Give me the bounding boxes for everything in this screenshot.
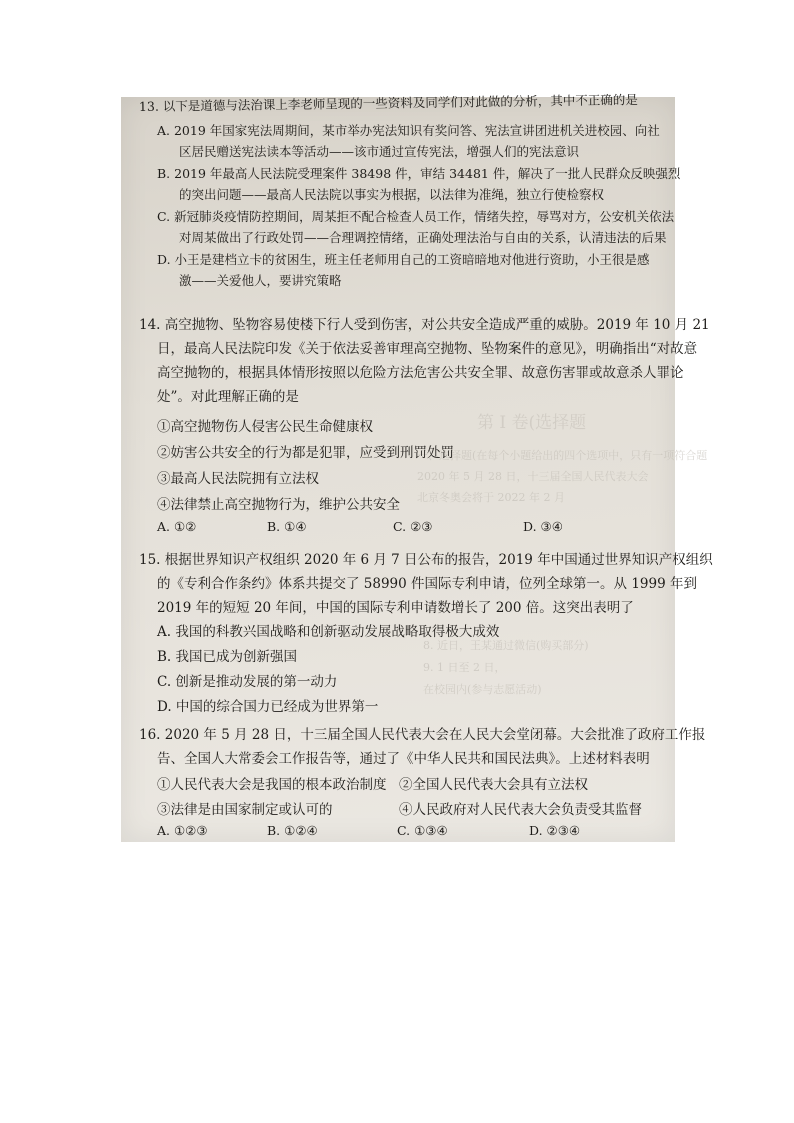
question-14-option-d: D. ③④: [523, 519, 563, 534]
question-15-stem-line3: 2019 年的短短 20 年间，中国的国际专利申请数增长了 200 倍。这突出表明了: [157, 600, 634, 616]
question-14-statement-3: ③最高人民法院拥有立法权: [157, 471, 319, 487]
question-13-option-d-line2: 激——关爱他人，要讲究策略: [179, 273, 342, 288]
question-14-stem-line1: 14. 高空抛物、坠物容易使楼下行人受到伤害，对公共安全造成严重的威胁。2019 年 10 月 21: [139, 317, 710, 333]
question-14-statement-4: ④法律禁止高空抛物行为，维护公共安全: [157, 497, 400, 513]
question-16-stem-line2: 告、全国人大常委会工作报告等，通过了《中华人民共和国民法典》。上述材料表明: [157, 751, 650, 767]
bleed-through-text: 在校园内(参与志愿活动): [423, 683, 542, 696]
question-16-statement-4: ④人民政府对人民代表大会负责受其监督: [399, 802, 642, 818]
question-15-stem-line1: 15. 根据世界知识产权组织 2020 年 6 月 7 日公布的报告，2019 年中国通过世界知识产权组织: [139, 552, 713, 568]
question-16-option-c: C. ①③④: [397, 823, 448, 838]
question-13-stem: 13. 以下是道德与法治课上李老师呈现的一些资料及同学们对此做的分析，其中不正确的是: [138, 92, 638, 114]
bleed-through-text: 北京冬奥会将于 2022 年 2 月: [417, 491, 565, 504]
question-16-option-d: D. ②③④: [529, 823, 581, 838]
question-15-option-d: D. 中国的综合国力已经成为世界第一: [157, 699, 379, 715]
question-13-option-b-line2: 的突出问题——最高人民法院以事实为根据，以法律为准绳，独立行使检察权: [179, 187, 605, 202]
question-14-stem-line2: 日，最高人民法院印发《关于依法妥善审理高空抛物、坠物案件的意见》，明确指出“对故意: [157, 341, 698, 357]
question-14-option-c: C. ②③: [393, 519, 433, 534]
question-14-option-a: A. ①②: [157, 519, 197, 534]
question-16-option-b: B. ①②④: [267, 823, 318, 838]
question-14-stem-line4: 处”。对此理解正确的是: [157, 389, 299, 405]
question-15-option-c: C. 创新是推动发展的第一动力: [157, 674, 338, 690]
question-14-statement-1: ①高空抛物伤人侵害公民生命健康权: [157, 419, 373, 435]
question-16-answer-options: [157, 823, 667, 839]
question-14-answer-options: [157, 519, 657, 535]
bleed-through-text: 8. 近日，王某通过微信(购买部分): [423, 639, 589, 652]
question-14-statement-2: ②妨害公共安全的行为都是犯罪，应受到刑罚处罚: [157, 445, 454, 461]
question-16-statement-3: ③法律是由国家制定或认可的: [157, 802, 333, 818]
bleed-through-text: 2020 年 5 月 28 日，十三届全国人民代表大会: [417, 470, 649, 483]
question-13-option-c-line2: 对周某做出了行政处罚——合理调控情绪，正确处理法治与自由的关系，认清违法的后果: [179, 230, 667, 245]
bleed-through-text: 一、选择题(在每个小题给出的四个选项中，只有一项符合题: [417, 449, 708, 462]
question-13-option-d-line1: D. 小王是建档立卡的贫困生，班主任老师用自己的工资暗暗地对他进行资助，小王很是感: [157, 252, 650, 267]
question-13-option-a-line1: A. 2019 年国家宪法周期间，某市举办宪法知识有奖问答、宪法宣讲团进机关进校园、向社: [157, 123, 660, 138]
photographed-exam-page: [121, 92, 713, 842]
question-13-option-c-line1: C. 新冠肺炎疫情防控期间，周某拒不配合检查人员工作，情绪失控，辱骂对方，公安机关依法: [157, 209, 675, 224]
question-14-stem-line3: 高空抛物的，根据具体情形按照以危险方法危害公共安全罪、故意伤害罪或故意杀人罪论: [157, 365, 684, 381]
question-14-option-b: B. ①④: [267, 519, 307, 534]
question-16-stem-line1: 16. 2020 年 5 月 28 日，十三届全国人民代表大会在人民大会堂闭幕。大会批准了政府工作报: [139, 727, 706, 743]
question-13-option-b-line1: B. 2019 年最高人民法院受理案件 38498 件，审结 34481 件，解决了一批人民群众反映强烈: [157, 166, 681, 181]
question-15-option-a: A. 我国的科教兴国战略和创新驱动发展战略取得极大成效: [157, 624, 500, 640]
question-16-statement-2: ②全国人民代表大会具有立法权: [399, 777, 588, 793]
question-13-option-a-line2: 区居民赠送宪法读本等活动——该市通过宣传宪法，增强人们的宪法意识: [179, 144, 580, 159]
question-16-statement-1: ①人民代表大会是我国的根本政治制度: [157, 777, 387, 793]
bleed-through-text: 9. 1 日至 2 日，: [423, 661, 506, 674]
question-15-stem-line2: 的《专利合作条约》体系共提交了 58990 件国际专利申请，位列全球第一。从 1999 年到: [157, 576, 697, 592]
question-16-option-a: A. ①②③: [157, 823, 208, 838]
bleed-through-heading: 第 I 卷(选择题: [477, 413, 587, 433]
question-15-option-b: B. 我国已成为创新强国: [157, 649, 298, 665]
